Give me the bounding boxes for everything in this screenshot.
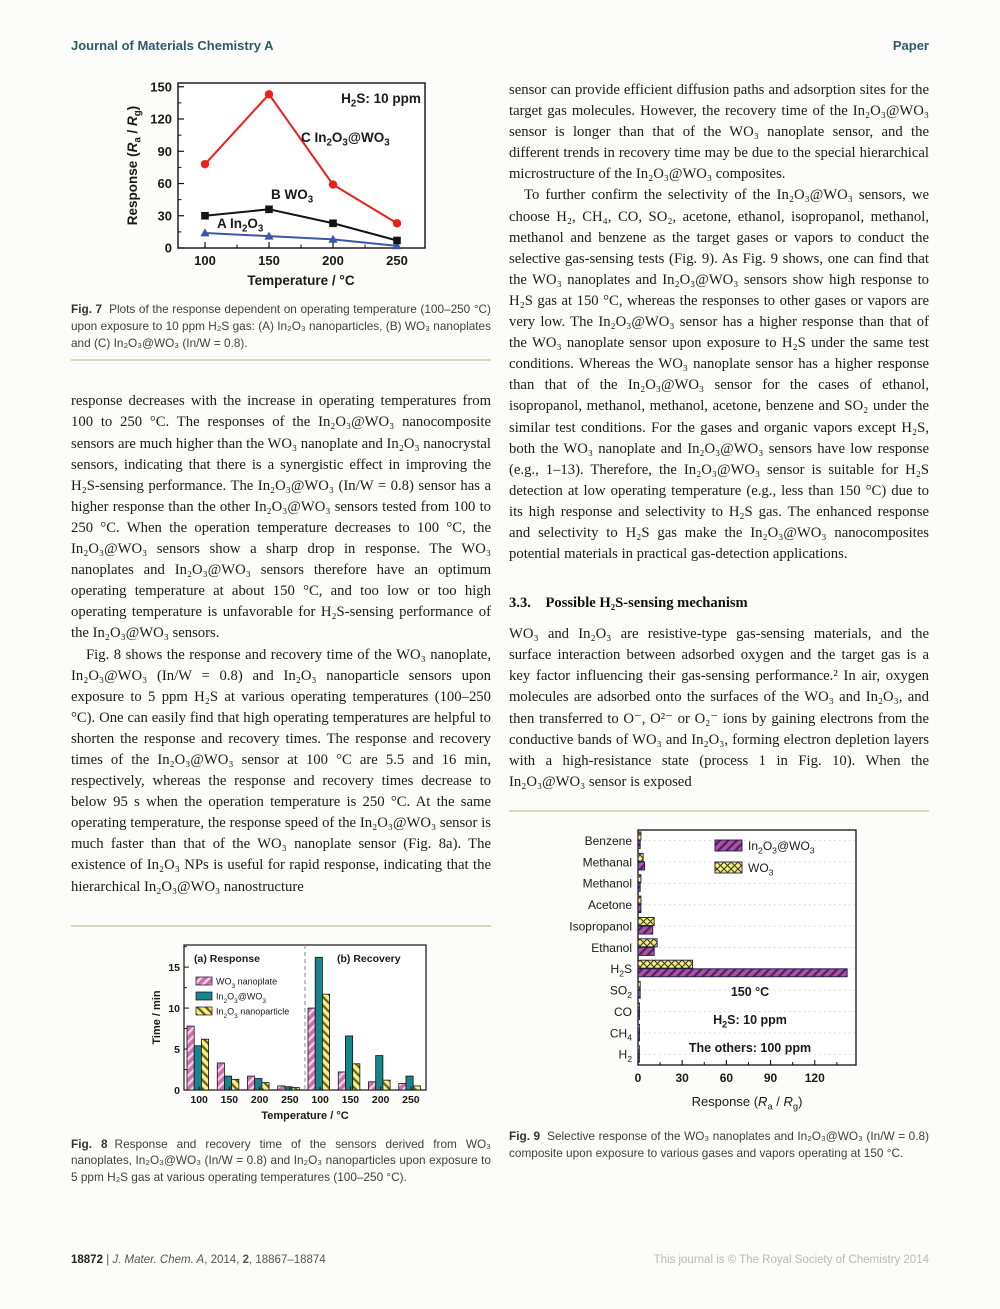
fig7-caption bbox=[71, 301, 491, 351]
svg-text:250: 250 bbox=[281, 1093, 299, 1106]
svg-text:Methanol: Methanol bbox=[582, 876, 632, 891]
body-paragraph: response decreases with the increase in operating temperatures from 100 to 250 °C. The responses of the In₂O₃@WO₃ nanocomposite sensors are much higher than the WO₃ nanoplate and In₂O₃ nanocrystal sensors, indicating that there is a synergistic effect in improving the H₂S-sensing performance. The In₂O₃@WO₃ (In/W = 0.8) sensor has a higher response than the other In₂O₃@WO₃ sensors tested from 100 to 250 °C. When the operation temperature decreases to 100 °C, the In₂O₃@WO₃ sensors show a sharp drop in response. The WO₃ nanoplates and In₂O₃@WO₃ sensors therefore have an optimum operating temperature at about 150 °C, and too low or too high operating temperature is unfavorable for H₂S-sensing performance of the In₂O₃@WO₃ sensors. bbox=[71, 393, 491, 642]
svg-text:CH4: $CH_4$ bbox=[609, 1026, 632, 1043]
svg-text:Isopropanol: Isopropanol bbox=[569, 919, 632, 934]
svg-text:90: 90 bbox=[763, 1070, 778, 1085]
svg-text:H2S: $H_2S$ bbox=[610, 962, 632, 979]
section-heading: 3.3. Possible H₂S-sensing mechanism bbox=[509, 595, 748, 612]
svg-text:15: 15 bbox=[168, 961, 180, 974]
svg-text:Response (Ra / Rg): Response $(R_a / R_g)$ bbox=[125, 105, 144, 226]
svg-text:100: 100 bbox=[311, 1093, 329, 1106]
figure-divider-rule bbox=[71, 925, 491, 927]
svg-text:30: 30 bbox=[675, 1070, 689, 1085]
fig9-caption-text: Selective response of the WO₃ nanoplates and In₂O₃@WO₃ (In/W = 0.8) composite upon exposure to various gases and vapors operating at 150 °C. bbox=[509, 1128, 929, 1160]
svg-text:0: 0 bbox=[164, 240, 172, 256]
svg-text:100: 100 bbox=[194, 253, 216, 268]
journal-title: Journal of Materials Chemistry A bbox=[71, 38, 274, 53]
svg-text:90: 90 bbox=[157, 143, 172, 159]
svg-text:250: 250 bbox=[402, 1093, 420, 1106]
svg-text:250: 250 bbox=[386, 253, 408, 268]
svg-text:WO3: $WO_3$ bbox=[748, 860, 774, 878]
svg-text:200: 200 bbox=[250, 1093, 269, 1106]
svg-text:A In2O3: A $In_2O_3$ bbox=[217, 216, 264, 235]
svg-text:(a) Response: (a) Response bbox=[194, 952, 260, 965]
svg-text:0: 0 bbox=[634, 1070, 642, 1085]
svg-text:B WO3: B $WO_3$ bbox=[271, 187, 314, 206]
volume-number: 2 bbox=[242, 1254, 249, 1266]
fig8-caption-text: Response and recovery time of the sensors derived from WO₃ nanoplates, In₂O₃@WO₃ (In/W = 0.8) and In₂O₃ nanoparticles upon exposure to 5 ppm H₂S gas at various operating temperatures (100–250 °C). bbox=[71, 1136, 491, 1185]
svg-text:120: 120 bbox=[150, 111, 172, 127]
svg-text:CO: CO bbox=[614, 1004, 632, 1019]
svg-text:SO2: $SO_2$ bbox=[609, 983, 632, 1000]
figure-divider-rule bbox=[509, 810, 929, 812]
footer-separator: | bbox=[106, 1254, 110, 1266]
svg-text:150: 150 bbox=[220, 1093, 239, 1106]
svg-text:150: 150 bbox=[150, 80, 172, 95]
fig9-caption-label: Fig. 9 bbox=[509, 1128, 541, 1143]
fig9-hbar-chart bbox=[535, 820, 931, 1120]
svg-text:Temperature / °C: Temperature / °C bbox=[261, 1109, 349, 1122]
caption-divider-rule bbox=[71, 359, 491, 361]
svg-text:Acetone: Acetone bbox=[587, 897, 632, 912]
svg-text:150 °C: 150 °C bbox=[730, 984, 770, 999]
svg-text:WO3 nanoplate: $WO_3$ nanoplate bbox=[216, 976, 278, 990]
svg-text:Response (Ra / Rg): Response $(R_a / R_g)$ bbox=[691, 1093, 803, 1112]
svg-text:120: 120 bbox=[804, 1070, 825, 1085]
svg-text:10: 10 bbox=[168, 1002, 180, 1015]
page-header bbox=[71, 38, 929, 53]
svg-text:0: 0 bbox=[174, 1084, 180, 1097]
copyright-notice: This journal is © The Royal Society of Chemistry 2014 bbox=[653, 1254, 929, 1266]
svg-text:The others: 100 ppm: The others: 100 ppm bbox=[688, 1040, 812, 1055]
journal-abbrev: J. Mater. Chem. A bbox=[112, 1254, 205, 1266]
body-paragraph: To further confirm the selectivity of the In₂O₃@WO₃ sensors, we choose H₂, CH₄, CO, SO₂, acetone, ethanol, isopropanol, methanol, methanol and benzene as the target gases or vapors to conduct the selective gas-sensing tests (Fig. 9). As Fig. 9 shows, one can find that the WO₃ nanoplates and In₂O₃@WO₃ sensors show high response to H₂S gas at 150 °C, whereas the responses to other gases or vapors are very low. The In₂O₃@WO₃ sensor has a higher response than that of the WO₃ nanoplate sensor upon exposure to H₂S under the same test conditions. Whereas the WO₃ nanoplate sensor has a higher response than that of the In₂O₃@WO₃ sensor for the cases of ethanol, isopropanol, methanol, methanol, acetone, benzene and SO₂ under the similar test conditions. For the gases and organic vapors except H₂S, both the WO₃ nanoplate and In₂O₃@WO₃ sensors have low response (e.g., 1–13). Therefore, the In₂O₃@WO₃ sensor is suitable for H₂S detection at low operating temperature (e.g., less than 150 °C) due to its high response and selectivity to H₂S gas. The enhanced response and selectivity to H₂S gas make the In₂O₃@WO₃ nanocomposites potential materials in practical gas-detection applications. bbox=[509, 187, 929, 563]
svg-text:H2: $H_2$ bbox=[618, 1047, 632, 1064]
svg-text:150: 150 bbox=[258, 253, 280, 268]
svg-text:In2O3@WO3: $In_2O_3@WO_3$ bbox=[748, 838, 815, 856]
svg-text:200: 200 bbox=[322, 253, 344, 268]
body-paragraph: WO₃ and In₂O₃ are resistive-type gas-sensing materials, and the surface interaction between adsorbed oxygen and the target gas is a key factor influencing their gas-sensing performance.² In air, oxygen molecules are adsorbed onto the surfaces of the WO₃ and In₂O₃, and then transferred to O⁻, O²⁻ or O₂⁻ ions by gaining electrons from the conductive bands of WO₃ and In₂O₃, forming electron depletion layers with a high-resistance state (process 1 in Fig. 10). When the In₂O₃@WO₃ sensor is exposed bbox=[509, 626, 929, 790]
svg-text:Time / min: Time / min bbox=[151, 990, 163, 1045]
fig7-caption-text: Plots of the response dependent on operating temperature (100–250 °C) upon exposure to 10 ppm H₂S gas: (A) In₂O₃ nanoparticles, (B) WO₃ nanoplates and (C) In₂O₃@WO₃ (In/W = 0.8). bbox=[71, 302, 491, 350]
svg-text:H2S: 10 ppm: $H_2S$: 10 ppm bbox=[713, 1012, 787, 1030]
svg-text:Ethanol: Ethanol bbox=[591, 940, 632, 955]
svg-text:C In2O3@WO3: C $In_2O_3@WO_3$ bbox=[301, 130, 390, 149]
fig8-caption-label: Fig. 8 bbox=[71, 1136, 108, 1151]
fig8-caption bbox=[71, 1136, 491, 1186]
fig8-bar-chart bbox=[149, 935, 437, 1130]
left-column bbox=[71, 80, 491, 1186]
svg-text:(b) Recovery: (b) Recovery bbox=[337, 952, 401, 965]
svg-text:In2O3@WO3: $In_2O_3@WO_3$ bbox=[216, 991, 266, 1005]
body-paragraph: sensor can provide efficient diffusion paths and adsorption sites for the target gas molecules. However, the recovery time of the In₂O₃@WO₃ sensor is longer than that of the WO₃ nanoplate sensor, and the different trends in recovery time may be due to the special hierarchical microstructure of the In₂O₃@WO₃ composites. bbox=[509, 82, 929, 183]
svg-text:In2O3 nanoparticle: $In_2O_3$ nanoparticle bbox=[216, 1006, 290, 1020]
svg-text:200: 200 bbox=[371, 1093, 390, 1106]
fig7-caption-label: Fig. 7 bbox=[71, 302, 103, 316]
svg-text:Benzene: Benzene bbox=[584, 833, 632, 848]
fig9-caption bbox=[509, 1128, 929, 1162]
svg-text:60: 60 bbox=[719, 1070, 734, 1085]
page-number: 18872 bbox=[71, 1254, 103, 1266]
right-column bbox=[509, 80, 929, 1162]
footer-citation: 18872 | J. Mater. Chem. A, 2014, 2, 18867–18874 bbox=[71, 1254, 326, 1266]
svg-text:Methanal: Methanal bbox=[582, 855, 632, 870]
svg-text:H2S: 10 ppm: $H_2S$: 10 ppm bbox=[341, 91, 421, 110]
fig7-line-chart bbox=[71, 80, 491, 295]
svg-text:30: 30 bbox=[157, 208, 172, 224]
svg-text:60: 60 bbox=[157, 176, 172, 192]
svg-text:Temperature / °C: Temperature / °C bbox=[247, 273, 355, 288]
article-type-label: Paper bbox=[892, 38, 929, 53]
page-footer bbox=[71, 1254, 929, 1266]
svg-text:5: 5 bbox=[174, 1043, 180, 1056]
svg-text:100: 100 bbox=[190, 1093, 208, 1106]
body-paragraph: Fig. 8 shows the response and recovery time of the WO₃ nanoplate, In₂O₃@WO₃ (In/W = 0.8) and In₂O₃ nanoparticle sensors upon exposure to 5 ppm H₂S at various operating temperatures (100–250 °C). One can easily find that high operating temperatures are helpful to shorten the response and recovery times. The response and recovery times of the In₂O₃@WO₃ sensor at 100 °C are 5.5 and 16 min, respectively, whereas the response and recovery times decrease to below 95 s when the operation temperature is 250 °C. At the same operating temperature, the response speed of the In₂O₃@WO₃ sensor is much faster than that of the WO₃ nanoplate sensor (Fig. 8a). The existence of In₂O₃ NPs is useful for rapid response, indicating that the hierarchical In₂O₃@WO₃ nanostructure bbox=[71, 646, 491, 895]
svg-text:150: 150 bbox=[341, 1093, 360, 1106]
